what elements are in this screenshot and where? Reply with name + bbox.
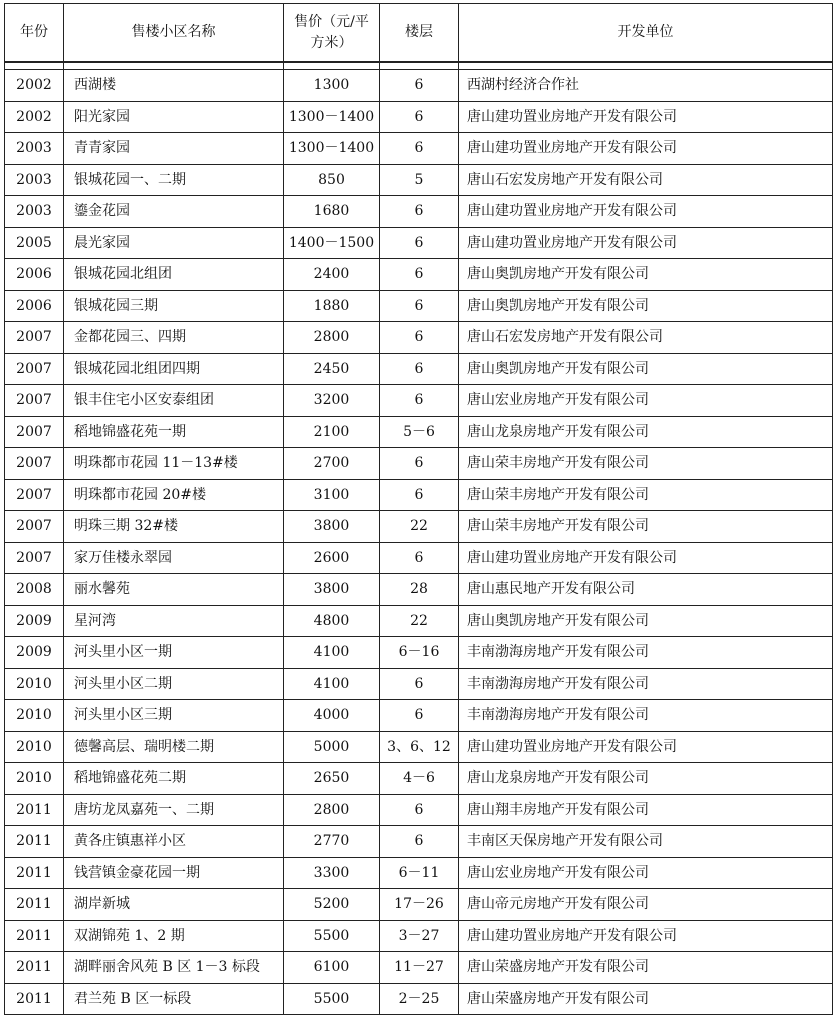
cell-developer: 唐山宏业房地产开发有限公司 bbox=[459, 857, 833, 889]
header-floor: 楼层 bbox=[380, 4, 459, 63]
cell-year: 2007 bbox=[5, 511, 64, 543]
cell-name: 丽水馨苑 bbox=[64, 574, 284, 606]
cell-year: 2006 bbox=[5, 290, 64, 322]
cell-name: 星河湾 bbox=[64, 605, 284, 637]
cell-year: 2002 bbox=[5, 101, 64, 133]
cell-developer: 唐山荣盛房地产开发有限公司 bbox=[459, 983, 833, 1015]
table-row bbox=[5, 763, 833, 795]
cell-price: 4000 bbox=[284, 700, 380, 732]
cell-name: 西湖楼 bbox=[64, 70, 284, 102]
cell-floor: 6 bbox=[380, 259, 459, 291]
cell-floor: 6 bbox=[380, 479, 459, 511]
cell-name: 明珠三期 32#楼 bbox=[64, 511, 284, 543]
cell-floor: 5－6 bbox=[380, 416, 459, 448]
table-row bbox=[5, 668, 833, 700]
cell-name: 唐坊龙凤嘉苑一、二期 bbox=[64, 794, 284, 826]
cell-price: 4800 bbox=[284, 605, 380, 637]
cell-floor: 5 bbox=[380, 164, 459, 196]
cell-developer: 唐山奥凯房地产开发有限公司 bbox=[459, 259, 833, 291]
cell-floor: 6 bbox=[380, 227, 459, 259]
cell-floor: 17－26 bbox=[380, 889, 459, 921]
cell-price: 2400 bbox=[284, 259, 380, 291]
header-row bbox=[5, 4, 833, 63]
cell-year: 2011 bbox=[5, 794, 64, 826]
cell-year: 2005 bbox=[5, 227, 64, 259]
cell-name: 君兰苑 B 区一标段 bbox=[64, 983, 284, 1015]
cell-price: 1880 bbox=[284, 290, 380, 322]
cell-developer: 唐山奥凯房地产开发有限公司 bbox=[459, 290, 833, 322]
cell-name: 明珠都市花园 11－13#楼 bbox=[64, 448, 284, 480]
cell-price: 2700 bbox=[284, 448, 380, 480]
header-developer: 开发单位 bbox=[459, 4, 833, 63]
cell-floor: 6 bbox=[380, 794, 459, 826]
cell-developer: 唐山宏业房地产开发有限公司 bbox=[459, 385, 833, 417]
header-name: 售楼小区名称 bbox=[64, 4, 284, 63]
cell-floor: 6 bbox=[380, 101, 459, 133]
cell-price: 5500 bbox=[284, 983, 380, 1015]
cell-price: 4100 bbox=[284, 668, 380, 700]
cell-floor: 2－25 bbox=[380, 983, 459, 1015]
cell-developer: 唐山建功置业房地产开发有限公司 bbox=[459, 227, 833, 259]
cell-floor: 6 bbox=[380, 70, 459, 102]
cell-floor: 22 bbox=[380, 605, 459, 637]
cell-floor: 6 bbox=[380, 542, 459, 574]
cell-developer: 唐山惠民地产开发有限公司 bbox=[459, 574, 833, 606]
cell-price: 3200 bbox=[284, 385, 380, 417]
cell-name: 河头里小区三期 bbox=[64, 700, 284, 732]
cell-name: 双湖锦苑 1、2 期 bbox=[64, 920, 284, 952]
table-row bbox=[5, 574, 833, 606]
table-row bbox=[5, 511, 833, 543]
cell-developer: 唐山建功置业房地产开发有限公司 bbox=[459, 196, 833, 228]
cell-year: 2007 bbox=[5, 385, 64, 417]
cell-price: 6100 bbox=[284, 952, 380, 984]
cell-developer: 丰南渤海房地产开发有限公司 bbox=[459, 700, 833, 732]
cell-year: 2011 bbox=[5, 826, 64, 858]
cell-developer: 唐山荣盛房地产开发有限公司 bbox=[459, 952, 833, 984]
cell-price: 4100 bbox=[284, 637, 380, 669]
cell-price: 3800 bbox=[284, 574, 380, 606]
cell-name: 金都花园三、四期 bbox=[64, 322, 284, 354]
cell-price: 2100 bbox=[284, 416, 380, 448]
table-row bbox=[5, 794, 833, 826]
table-row bbox=[5, 353, 833, 385]
cell-year: 2011 bbox=[5, 889, 64, 921]
cell-year: 2007 bbox=[5, 448, 64, 480]
cell-floor: 4－6 bbox=[380, 763, 459, 795]
cell-name: 家万佳楼永翠园 bbox=[64, 542, 284, 574]
cell-floor: 6 bbox=[380, 700, 459, 732]
cell-year: 2009 bbox=[5, 637, 64, 669]
cell-floor: 3、6、12 bbox=[380, 731, 459, 763]
cell-price: 1680 bbox=[284, 196, 380, 228]
cell-developer: 唐山建功置业房地产开发有限公司 bbox=[459, 101, 833, 133]
cell-year: 2007 bbox=[5, 353, 64, 385]
cell-developer: 唐山荣丰房地产开发有限公司 bbox=[459, 448, 833, 480]
cell-developer: 唐山荣丰房地产开发有限公司 bbox=[459, 479, 833, 511]
table-row bbox=[5, 196, 833, 228]
housing-sales-table-container bbox=[4, 3, 833, 1015]
cell-price: 1300－1400 bbox=[284, 101, 380, 133]
table-row bbox=[5, 605, 833, 637]
cell-year: 2007 bbox=[5, 322, 64, 354]
cell-developer: 唐山龙泉房地产开发有限公司 bbox=[459, 416, 833, 448]
table-row bbox=[5, 700, 833, 732]
cell-floor: 6 bbox=[380, 196, 459, 228]
cell-developer: 唐山建功置业房地产开发有限公司 bbox=[459, 133, 833, 165]
cell-name: 银城花园北组团四期 bbox=[64, 353, 284, 385]
table-row bbox=[5, 101, 833, 133]
cell-name: 明珠都市花园 20#楼 bbox=[64, 479, 284, 511]
table-row bbox=[5, 952, 833, 984]
cell-name: 青青家园 bbox=[64, 133, 284, 165]
cell-year: 2003 bbox=[5, 164, 64, 196]
cell-floor: 22 bbox=[380, 511, 459, 543]
cell-developer: 唐山奥凯房地产开发有限公司 bbox=[459, 605, 833, 637]
cell-price: 3100 bbox=[284, 479, 380, 511]
cell-developer: 唐山建功置业房地产开发有限公司 bbox=[459, 920, 833, 952]
cell-year: 2010 bbox=[5, 763, 64, 795]
cell-floor: 6 bbox=[380, 668, 459, 700]
table-row bbox=[5, 416, 833, 448]
table-row bbox=[5, 983, 833, 1015]
table-header bbox=[5, 4, 833, 63]
header-price: 售价（元/平方米） bbox=[284, 4, 380, 63]
cell-year: 2010 bbox=[5, 700, 64, 732]
table-row bbox=[5, 133, 833, 165]
table-row bbox=[5, 889, 833, 921]
cell-name: 河头里小区二期 bbox=[64, 668, 284, 700]
cell-year: 2003 bbox=[5, 133, 64, 165]
cell-year: 2006 bbox=[5, 259, 64, 291]
cell-price: 1300 bbox=[284, 70, 380, 102]
cell-name: 湖岸新城 bbox=[64, 889, 284, 921]
cell-price: 5000 bbox=[284, 731, 380, 763]
cell-floor: 6 bbox=[380, 290, 459, 322]
cell-name: 银丰住宅小区安泰组团 bbox=[64, 385, 284, 417]
header-year: 年份 bbox=[5, 4, 64, 63]
cell-developer: 唐山帝元房地产开发有限公司 bbox=[459, 889, 833, 921]
cell-year: 2009 bbox=[5, 605, 64, 637]
cell-name: 鎏金花园 bbox=[64, 196, 284, 228]
cell-price: 1400－1500 bbox=[284, 227, 380, 259]
cell-name: 河头里小区一期 bbox=[64, 637, 284, 669]
cell-floor: 6 bbox=[380, 385, 459, 417]
cell-year: 2007 bbox=[5, 416, 64, 448]
cell-developer: 丰南区天保房地产开发有限公司 bbox=[459, 826, 833, 858]
cell-developer: 西湖村经济合作社 bbox=[459, 70, 833, 102]
header-separator bbox=[5, 62, 833, 70]
table-row bbox=[5, 542, 833, 574]
table-row bbox=[5, 259, 833, 291]
cell-price: 2450 bbox=[284, 353, 380, 385]
cell-year: 2002 bbox=[5, 70, 64, 102]
cell-name: 稻地锦盛花苑一期 bbox=[64, 416, 284, 448]
cell-year: 2011 bbox=[5, 952, 64, 984]
cell-year: 2010 bbox=[5, 668, 64, 700]
cell-price: 3800 bbox=[284, 511, 380, 543]
cell-year: 2011 bbox=[5, 983, 64, 1015]
cell-floor: 6 bbox=[380, 353, 459, 385]
cell-price: 5200 bbox=[284, 889, 380, 921]
cell-year: 2010 bbox=[5, 731, 64, 763]
cell-name: 稻地锦盛花苑二期 bbox=[64, 763, 284, 795]
cell-price: 3300 bbox=[284, 857, 380, 889]
cell-price: 2600 bbox=[284, 542, 380, 574]
cell-developer: 唐山龙泉房地产开发有限公司 bbox=[459, 763, 833, 795]
table-row bbox=[5, 322, 833, 354]
table-row bbox=[5, 857, 833, 889]
cell-developer: 唐山荣丰房地产开发有限公司 bbox=[459, 511, 833, 543]
cell-price: 2800 bbox=[284, 322, 380, 354]
cell-floor: 6 bbox=[380, 826, 459, 858]
cell-floor: 28 bbox=[380, 574, 459, 606]
cell-floor: 11－27 bbox=[380, 952, 459, 984]
cell-name: 银城花园一、二期 bbox=[64, 164, 284, 196]
cell-developer: 唐山奥凯房地产开发有限公司 bbox=[459, 353, 833, 385]
table-row bbox=[5, 227, 833, 259]
cell-year: 2008 bbox=[5, 574, 64, 606]
cell-floor: 3－27 bbox=[380, 920, 459, 952]
table-row bbox=[5, 385, 833, 417]
cell-year: 2003 bbox=[5, 196, 64, 228]
cell-price: 1300－1400 bbox=[284, 133, 380, 165]
cell-name: 晨光家园 bbox=[64, 227, 284, 259]
cell-name: 银城花园三期 bbox=[64, 290, 284, 322]
table-body bbox=[5, 62, 833, 1015]
cell-developer: 唐山建功置业房地产开发有限公司 bbox=[459, 731, 833, 763]
cell-name: 银城花园北组团 bbox=[64, 259, 284, 291]
cell-year: 2007 bbox=[5, 479, 64, 511]
cell-developer: 唐山石宏发房地产开发有限公司 bbox=[459, 322, 833, 354]
cell-name: 钱营镇金豪花园一期 bbox=[64, 857, 284, 889]
table-row bbox=[5, 479, 833, 511]
cell-year: 2011 bbox=[5, 857, 64, 889]
table-row bbox=[5, 826, 833, 858]
cell-floor: 6－16 bbox=[380, 637, 459, 669]
cell-floor: 6 bbox=[380, 133, 459, 165]
cell-floor: 6 bbox=[380, 322, 459, 354]
table-row bbox=[5, 70, 833, 102]
table-row bbox=[5, 448, 833, 480]
cell-price: 2770 bbox=[284, 826, 380, 858]
cell-floor: 6 bbox=[380, 448, 459, 480]
cell-name: 湖畔丽舍风苑 B 区 1－3 标段 bbox=[64, 952, 284, 984]
cell-price: 2650 bbox=[284, 763, 380, 795]
table-row bbox=[5, 920, 833, 952]
cell-year: 2007 bbox=[5, 542, 64, 574]
table-row bbox=[5, 164, 833, 196]
cell-name: 阳光家园 bbox=[64, 101, 284, 133]
table-row bbox=[5, 637, 833, 669]
cell-year: 2011 bbox=[5, 920, 64, 952]
cell-floor: 6－11 bbox=[380, 857, 459, 889]
table-row bbox=[5, 731, 833, 763]
cell-developer: 唐山建功置业房地产开发有限公司 bbox=[459, 542, 833, 574]
cell-price: 850 bbox=[284, 164, 380, 196]
cell-price: 5500 bbox=[284, 920, 380, 952]
cell-price: 2800 bbox=[284, 794, 380, 826]
cell-developer: 丰南渤海房地产开发有限公司 bbox=[459, 668, 833, 700]
cell-developer: 丰南渤海房地产开发有限公司 bbox=[459, 637, 833, 669]
cell-name: 黄各庄镇惠祥小区 bbox=[64, 826, 284, 858]
cell-developer: 唐山翔丰房地产开发有限公司 bbox=[459, 794, 833, 826]
housing-sales-table bbox=[4, 3, 833, 1015]
cell-name: 德馨高层、瑞明楼二期 bbox=[64, 731, 284, 763]
table-row bbox=[5, 290, 833, 322]
cell-developer: 唐山石宏发房地产开发有限公司 bbox=[459, 164, 833, 196]
